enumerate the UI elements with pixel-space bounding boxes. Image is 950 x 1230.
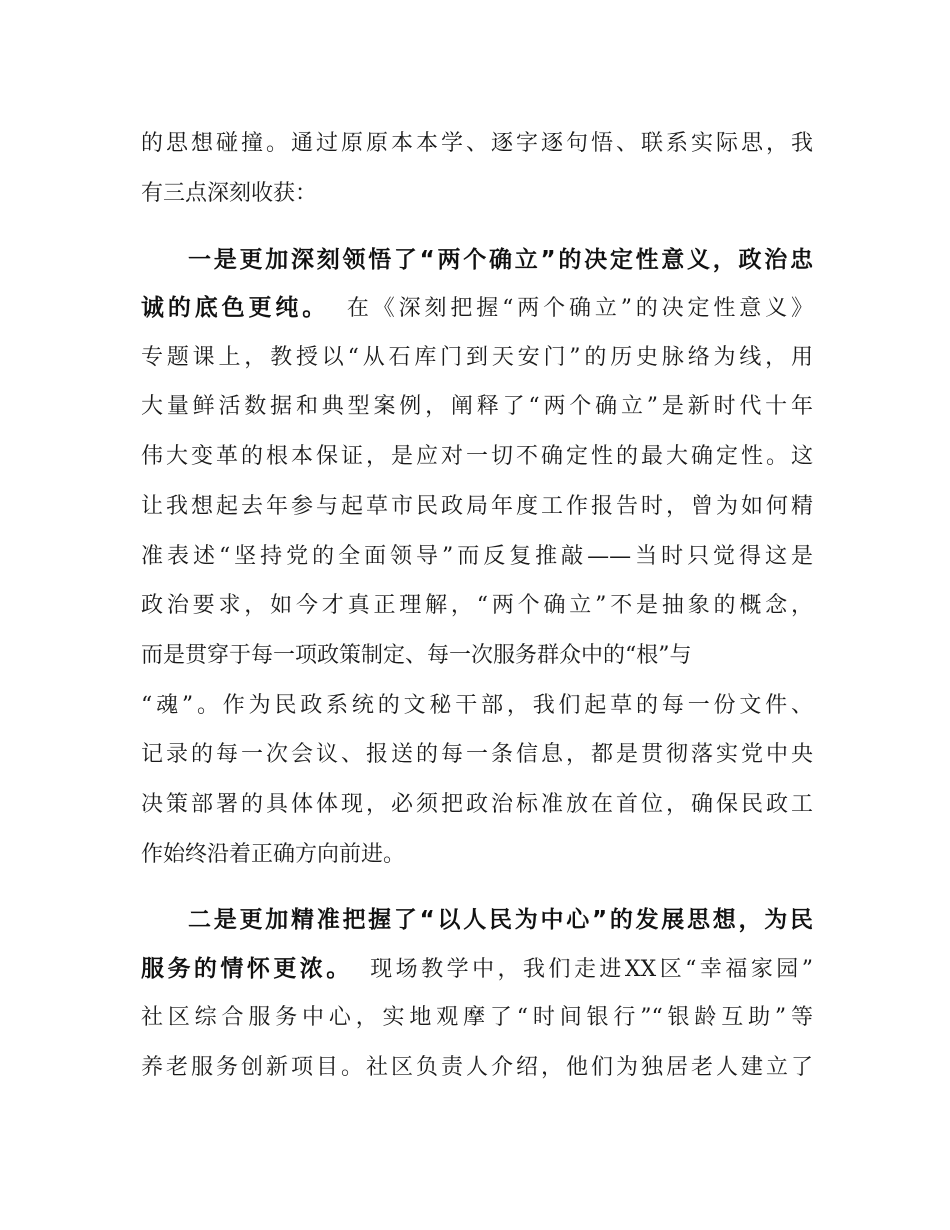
text-line: 政治要求，如今才真正理解，“两个确立”不是抽象的概念， [141, 593, 813, 618]
section-heading-1: 一是更加深刻领悟了“两个确立”的决定性意义，政治忠 [188, 247, 813, 273]
section-heading-2: 二是更加精准把握了“以人民为中心”的发展思想，为民 [188, 907, 813, 933]
text-line: 的思想碰撞。通过原原本本学、逐字逐句悟、联系实际思，我 [141, 131, 813, 156]
text-line: 伟大变革的根本保证，是应对一切不确定性的最大确定性。这 [141, 444, 813, 469]
text-segment: 现场教学中，我们走进XX区“幸福家园” [366, 957, 813, 982]
text-line: 有三点深刻收获： [141, 181, 318, 206]
text-line: 专题课上，教授以“从石库门到天安门”的历史脉络为线，用 [141, 345, 813, 370]
text-line: 社区综合服务中心，实地观摩了“时间银行”“银龄互助”等 [141, 1005, 813, 1030]
text-line: 养老服务创新项目。社区负责人介绍，他们为独居老人建立了 [141, 1055, 813, 1080]
text-line: 而是贯穿于每一项政策制定、每一次服务群众中的“根”与 [141, 643, 692, 668]
text-line: 大量鲜活数据和典型案例，阐释了“两个确立”是新时代十年 [141, 394, 813, 419]
text-line: 决策部署的具体体现，必须把政治标准放在首位，确保民政工 [141, 792, 813, 817]
section-heading-1-continued: 诚的底色更纯。 [141, 295, 330, 321]
text-line: 准表述“坚持党的全面领导”而反复推敲——当时只觉得这是 [141, 544, 813, 569]
text-line-mixed [141, 288, 813, 328]
text-segment: 在《深刻把握“两个确立”的决定性意义》 [343, 296, 814, 321]
text-line: 记录的每一次会议、报送的每一条信息，都是贯彻落实党中央 [141, 742, 813, 767]
section-heading-2-continued: 服务的情怀更浓。 [141, 956, 353, 982]
text-line: 让我想起去年参与起草市民政局年度工作报告时，曾为如何精 [141, 494, 813, 519]
text-line-mixed [141, 949, 813, 989]
text-line: “魂”。作为民政系统的文秘干部，我们起草的每一份文件、 [141, 693, 813, 718]
text-line: 作始终沿着正确方向前进。 [141, 842, 406, 867]
